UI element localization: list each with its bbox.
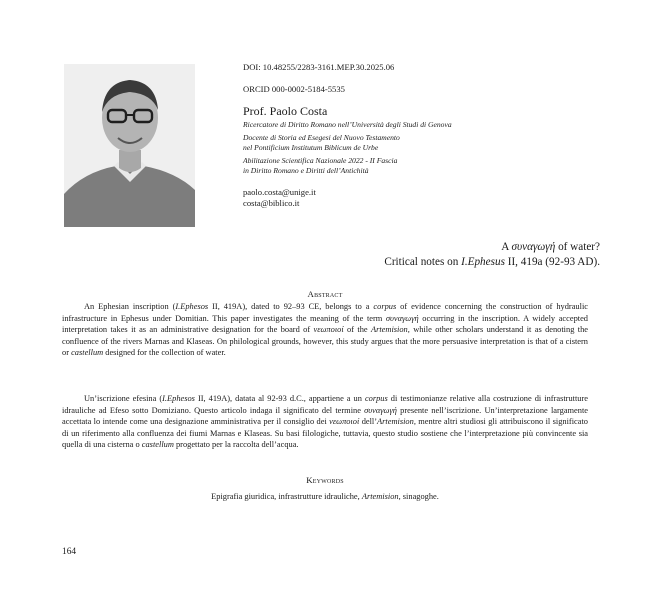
- doi: DOI: 10.48255/2283-3161.MEP.30.2025.06: [243, 62, 395, 72]
- affiliation-3: Abilitazione Scientifica Nazionale 2022 - II Fascia in Diritto Romano e Diritti dell’Antichità: [243, 156, 398, 175]
- article-title: [384, 240, 600, 270]
- abstract-heading: Abstract: [307, 289, 343, 299]
- author-name: Prof. Paolo Costa: [243, 104, 328, 118]
- title-line-2: Critical notes on I.Ephesus II, 419a (92-93 AD).: [384, 256, 600, 268]
- author-meta: [243, 62, 603, 209]
- email-link-1[interactable]: paolo.costa@unige.it: [243, 187, 316, 197]
- affiliation-1: Ricercatore di Diritto Romano nell’Università degli Studi di Genova: [243, 120, 452, 129]
- author-portrait-image: [64, 64, 195, 227]
- keywords-heading: Keywords: [306, 475, 344, 485]
- email-link-2[interactable]: costa@biblico.it: [243, 198, 300, 208]
- emails: [243, 187, 603, 209]
- title-line-1: A συναγωγή of water?: [501, 241, 600, 253]
- page-number: 164: [62, 547, 77, 557]
- orcid: ORCID 000-0002-5184-5535: [243, 84, 345, 94]
- affiliation-2: Docente di Storia ed Esegesi del Nuovo Testamento nel Pontificium Institutum Biblicum de Urbe: [243, 133, 400, 152]
- keywords-text: Epigrafia giuridica, infrastrutture idrauliche, Artemision, sinagoghe.: [211, 492, 439, 501]
- abstract-italian: Un’iscrizione efesina (I.Ephesos II, 419A), datata al 92-93 d.C., appartiene a un corpus di testimonianze relative alla costruzione di infrastrutture idrauliche ad Efeso sotto Domiziano. Questo articolo indaga il significato del termine συναγωγή presente nell’iscrizione. Un’interpretazione largamente accettata lo intende come una designazione amministrativa per il consiglio dei νεωποιοί dell’Artemision, mentre altri studiosi gli attribuiscono il significato di un riferimento alla confluenza dei fiumi Marnas e Klaseas. Su basi filologiche, tuttavia, questo studio sostiene che l’interpretazione più convincente sia quella di una cisterna o castellum progettato per la raccolta dell’acqua.: [62, 394, 588, 450]
- author-photo: [64, 64, 195, 227]
- abstract-english: An Ephesian inscription (I.Ephesos II, 419A), dated to 92–93 CE, belongs to a corpus of evidence concerning the construction of hydraulic infrastructure in Ephesus under Domitian. This paper investigates the meaning of the term συναγωγή occurring in the inscription. A widely accepted interpretation takes it as an administrative designation for the board of νεωποιοί of the Artemision, while other scholars understand it as denoting the confluence of the rivers Marnas and Klaseas. On philological grounds, however, this study argues that the more persuasive interpretation is that of a cistern or castellum designed for the collection of water.: [62, 302, 588, 358]
